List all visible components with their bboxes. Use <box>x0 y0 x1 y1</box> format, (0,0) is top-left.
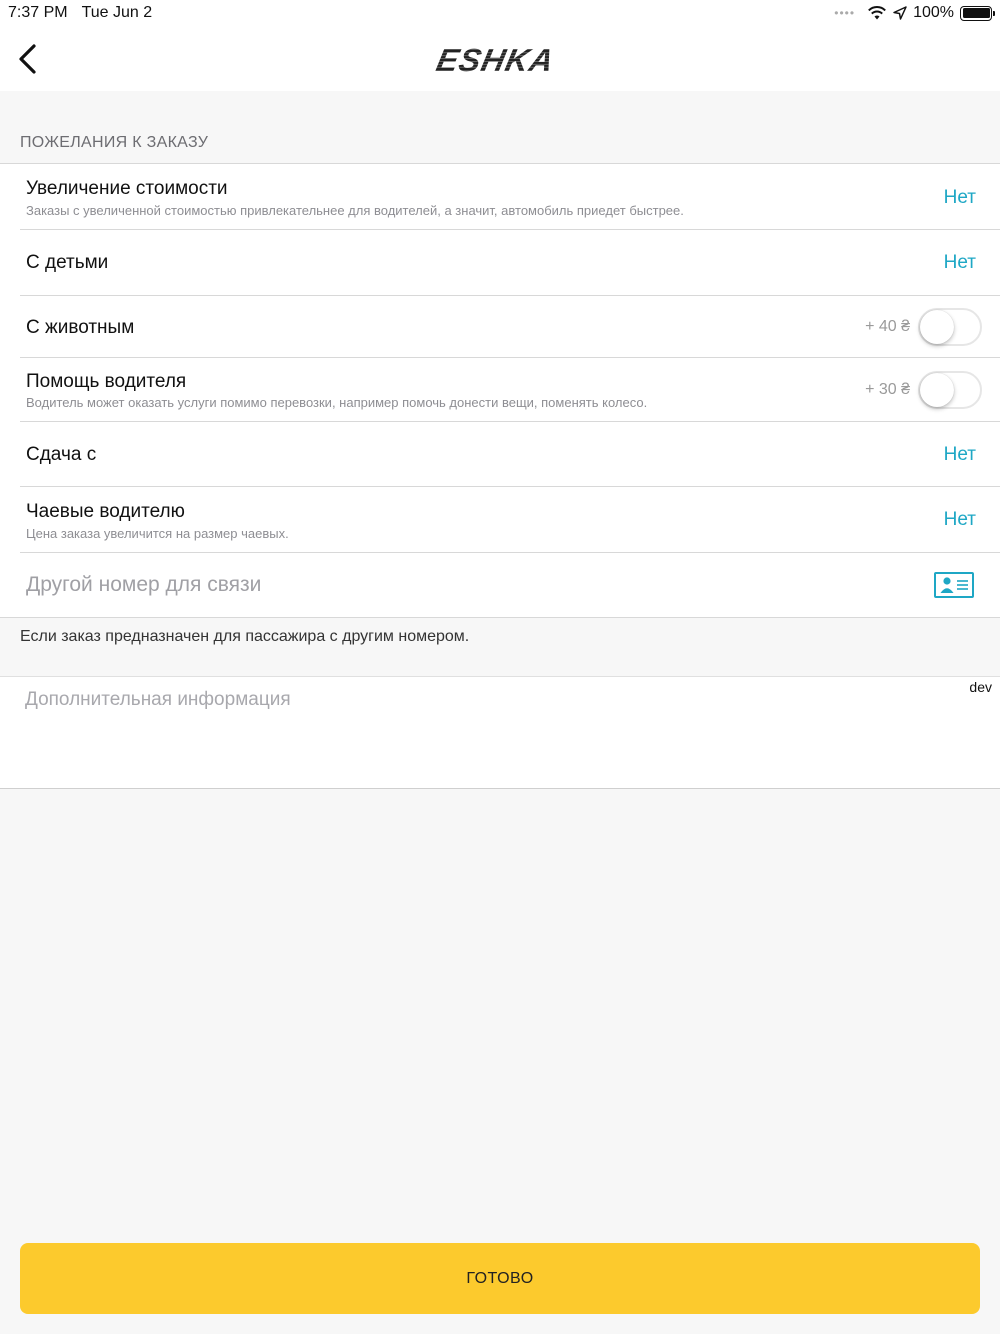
option-title: Помощь водителя <box>26 371 187 392</box>
other-phone-input[interactable]: Другой номер для связи <box>26 573 262 596</box>
dev-label: dev <box>969 679 992 695</box>
status-bar <box>0 0 1000 28</box>
chevron-left-icon <box>14 40 42 78</box>
option-title: С детьми <box>26 252 109 273</box>
pet-price: + 40 ₴ <box>865 318 910 335</box>
nav-bar <box>0 28 1000 91</box>
status-left <box>8 4 152 22</box>
price-boost-value[interactable]: Нет <box>943 187 976 208</box>
other-phone-row <box>0 553 1000 618</box>
toggle-knob <box>920 310 954 344</box>
option-subtitle: Водитель может оказать услуги помимо перевозки, например помочь донести вещи, поменять колесо. <box>26 395 648 410</box>
option-driver-tip[interactable] <box>0 487 1000 553</box>
cellular-signal-icon: •••• <box>834 6 856 20</box>
battery-icon <box>960 6 992 21</box>
option-subtitle: Заказы с увеличенной стоимостью привлекательнее для водителей, а значит, автомобиль приедет быстрее. <box>26 203 684 218</box>
toggle-knob <box>920 373 954 407</box>
location-arrow-icon <box>893 6 907 20</box>
status-time: 7:37 PM <box>8 4 68 21</box>
option-title: С животным <box>26 317 135 338</box>
option-price-boost[interactable] <box>0 164 1000 230</box>
option-title: Сдача с <box>26 444 97 465</box>
other-phone-hint: Если заказ предназначен для пассажира с другим номером. <box>20 628 470 645</box>
back-button[interactable] <box>14 40 42 78</box>
section-title: ПОЖЕЛАНИЯ К ЗАКАЗУ <box>20 134 209 151</box>
option-driver-help <box>0 358 1000 422</box>
status-right <box>834 4 992 22</box>
option-change-from[interactable] <box>0 422 1000 487</box>
pet-toggle[interactable] <box>918 308 982 346</box>
driver-tip-value[interactable]: Нет <box>943 509 976 530</box>
eshka-logo: ESHKA <box>433 42 558 78</box>
order-options-list <box>0 163 1000 618</box>
extra-info-field[interactable] <box>0 676 1000 789</box>
with-kids-value[interactable]: Нет <box>943 252 976 273</box>
extra-info-placeholder: Дополнительная информация <box>25 689 291 710</box>
option-title: Чаевые водителю <box>26 501 185 522</box>
option-title: Увеличение стоимости <box>26 178 228 199</box>
option-with-kids[interactable] <box>0 230 1000 296</box>
status-date: Tue Jun 2 <box>81 4 153 21</box>
driver-help-price: + 30 ₴ <box>865 381 910 398</box>
option-with-pet <box>0 296 1000 358</box>
driver-help-toggle[interactable] <box>918 371 982 409</box>
done-button[interactable]: ГОТОВО <box>20 1243 980 1314</box>
option-subtitle: Цена заказа увеличится на размер чаевых. <box>26 526 289 541</box>
contact-card-icon[interactable] <box>934 572 974 598</box>
change-from-value[interactable]: Нет <box>943 444 976 465</box>
wifi-icon <box>867 5 887 21</box>
battery-percent: 100% <box>913 4 954 21</box>
